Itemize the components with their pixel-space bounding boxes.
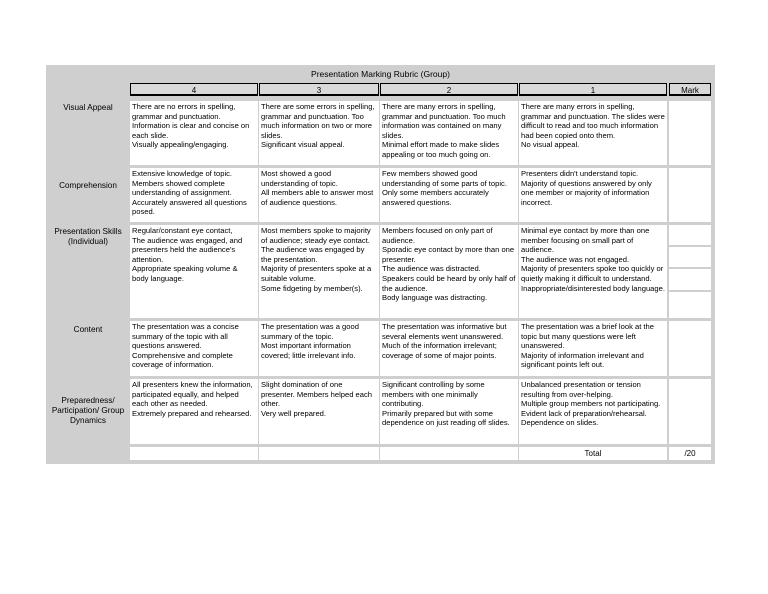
cell-presentation-skills-4: Regular/constant eye contact, The audience was engaged, and presenters held the audience's attention. Appropriate speaking volume & body language. xyxy=(130,225,258,318)
cell-preparedness-3: Slight domination of one presenter. Members helped each other. Very well prepared. xyxy=(259,379,379,444)
mark-input-comprehension[interactable] xyxy=(669,168,711,222)
cell-comprehension-3: Most showed a good understanding of topic. All members able to answer most of audience questions. xyxy=(259,168,379,222)
cell-comprehension-2: Few members showed good understanding of some parts of topic. Only some members accurately answered questions. xyxy=(380,168,518,222)
total-value[interactable]: /20 xyxy=(669,447,711,460)
mark-input-visual-appeal[interactable] xyxy=(669,101,711,165)
row-label-preparedness: Preparedness/ Participation/ Group Dynamics xyxy=(51,396,125,425)
cell-content-3: The presentation was a good summary of the topic. Most important information covered; little irrelevant info. xyxy=(259,321,379,376)
header-score-2: 2 xyxy=(380,83,518,96)
mark-input-skills-d[interactable] xyxy=(669,292,711,318)
cell-visual-appeal-3: There are some errors in spelling, grammar and punctuation. Too much information on two or more slides. Significant visual appeal. xyxy=(259,101,379,165)
total-label: Total xyxy=(519,447,667,460)
mark-input-content[interactable] xyxy=(669,321,711,376)
total-blank-3 xyxy=(259,447,379,460)
row-label-visual-appeal: Visual Appeal xyxy=(63,103,113,112)
cell-content-2: The presentation was informative but several elements went unanswered. Much of the information irrelevant; coverage of some of major points. xyxy=(380,321,518,376)
header-mark: Mark xyxy=(669,83,711,96)
cell-presentation-skills-3: Most members spoke to majority of audience; steady eye contact. The audience was engaged by the presentation. Majority of presenters spoke at a suitable volume. Some fidgeting by member(s). xyxy=(259,225,379,318)
cell-preparedness-2: Significant controlling by some members with one minimally contributing. Primarily prepared but with some dependence on just reading off slides. xyxy=(380,379,518,444)
cell-preparedness-4: All presenters knew the information, participated equally, and helped each other as needed. Extremely prepared and rehearsed. xyxy=(130,379,258,444)
total-blank-4 xyxy=(130,447,258,460)
cell-visual-appeal-4: There are no errors in spelling, grammar and punctuation. Information is clear and concise on each slide. Visually appealing/engaging. xyxy=(130,101,258,165)
cell-presentation-skills-2: Members focused on only part of audience. Sporadic eye contact by more than one presenter. The audience was distracted. Speakers could be heard by only half of the audience. Body language was distracting. xyxy=(380,225,518,318)
mark-input-preparedness[interactable] xyxy=(669,379,711,444)
mark-input-skills-c[interactable] xyxy=(669,269,711,290)
rubric-title: Presentation Marking Rubric (Group) xyxy=(311,69,450,79)
cell-content-1: The presentation was a brief look at the topic but many questions were left unanswered. Majority of information irrelevant and significant points left out. xyxy=(519,321,667,376)
total-blank-2 xyxy=(380,447,518,460)
header-score-3: 3 xyxy=(259,83,379,96)
mark-input-skills-a[interactable] xyxy=(669,225,711,245)
cell-preparedness-1: Unbalanced presentation or tension resulting from over-helping. Multiple group members not participating. Evident lack of preparation/rehearsal. Dependence on slides. xyxy=(519,379,667,444)
header-score-1: 1 xyxy=(519,83,667,96)
cell-visual-appeal-2: There are many errors in spelling, grammar and punctuation. Too much information was contained on many slides. Minimal effort made to make slides appealing or too much going on. xyxy=(380,101,518,165)
rubric-sheet xyxy=(46,65,715,464)
cell-presentation-skills-1: Minimal eye contact by more than one member focusing on small part of audience. The audience was not engaged. Majority of presenters spoke too quickly or quietly making it difficult to understand. Inappropriate/disinterested body language. xyxy=(519,225,667,318)
cell-visual-appeal-1: There are many errors in spelling, grammar and punctuation. The slides were difficult to read and too much information had been copied onto them. No visual appeal. xyxy=(519,101,667,165)
row-label-content: Content xyxy=(73,325,103,334)
row-label-comprehension: Comprehension xyxy=(59,181,117,190)
cell-comprehension-4: Extensive knowledge of topic. Members showed complete understanding of assignment. Accurately answered all questions posed. xyxy=(130,168,258,222)
header-score-4: 4 xyxy=(130,83,258,96)
row-label-presentation-skills: Presentation Skills (Individual) xyxy=(54,227,122,246)
cell-comprehension-1: Presenters didn't understand topic. Majority of questions answered by only one member or majority of information incorrect. xyxy=(519,168,667,222)
cell-content-4: The presentation was a concise summary of the topic with all questions answered. Comprehensive and complete coverage of information. xyxy=(130,321,258,376)
mark-input-skills-b[interactable] xyxy=(669,247,711,267)
